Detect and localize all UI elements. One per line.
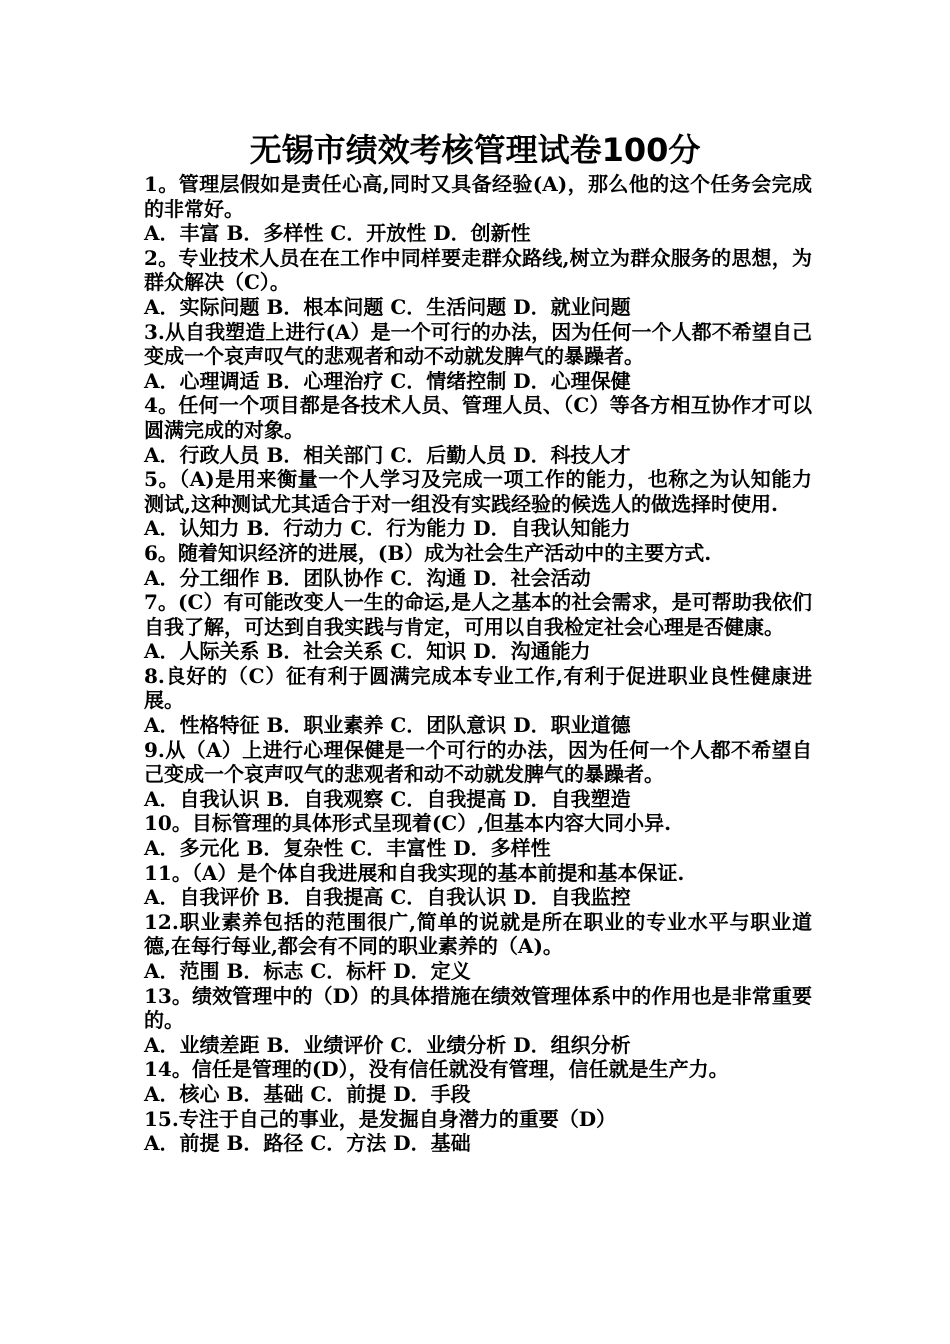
question-options: A．业绩差距 B．业绩评价 C．业绩分析 D．组织分析 bbox=[144, 1032, 631, 1057]
question-text: 6。随着知识经济的进展，(B）成为社会生产活动中的主要方式. bbox=[144, 540, 712, 565]
question-text: 15.专注于自己的事业，是发掘自身潜力的重要（D） bbox=[144, 1106, 617, 1131]
question-options: A．多元化 B．复杂性 C．丰富性 D．多样性 bbox=[144, 836, 551, 861]
question-options: A．人际关系 B．社会关系 C．知识 D．沟通能力 bbox=[144, 639, 591, 664]
question-text: 11。（A）是个体自我进展和自我实现的基本前提和基本保证. bbox=[144, 860, 685, 885]
question-text: 5。（A)是用来衡量一个人学习及完成一项工作的能力，也称之为认知能力测试,这种测试尤其适合于对一组没有实践经验的候选人的做选择时使用. bbox=[144, 467, 812, 516]
question-list bbox=[144, 172, 812, 1156]
question-options: A．自我认识 B．自我观察 C．自我提高 D．自我塑造 bbox=[144, 786, 631, 811]
question-options: A．性格特征 B．职业素养 C．团队意识 D．职业道德 bbox=[144, 713, 631, 738]
question-options: A．范围 B．标志 C．标杆 D．定义 bbox=[144, 959, 471, 983]
question-options: A．认知力 B．行动力 C．行为能力 D．自我认知能力 bbox=[144, 516, 631, 541]
question-text: 1。管理层假如是责任心高,同时又具备经验(A)，那么他的这个任务会完成的非常好。 bbox=[144, 172, 812, 221]
question-options: A．核心 B．基础 C．前提 D．手段 bbox=[144, 1081, 471, 1106]
question-text: 8.良好的（C）征有利于圆满完成本专业工作,有利于促进职业良性健康进展。 bbox=[144, 663, 812, 713]
question-text: 7。(C）有可能改变人一生的命运,是人之基本的社会需求，是可帮助我依们自我了解，可达到自我实践与肯定，可用以自我检定社会心理是否健康。 bbox=[144, 590, 812, 639]
question-text: 4。任何一个项目都是各技术人员、管理人员、（C）等各方相互协作才可以圆满完成的对象。 bbox=[144, 393, 812, 442]
question-options: A．实际问题 B．根本问题 C．生活问题 D．就业问题 bbox=[144, 294, 631, 319]
question-text: 13。绩效管理中的（D）的具体措施在绩效管理体系中的作用也是非常重要的。 bbox=[144, 983, 812, 1033]
question-options: A．自我评价 B．自我提高 C．自我认识 D．自我监控 bbox=[144, 885, 631, 910]
question-options: A．分工细作 B．团队协作 C．沟通 D．社会活动 bbox=[144, 565, 591, 590]
question-text: 9.从（A）上进行心理保健是一个可行的办法，因为任何一个人都不希望自己变成一个哀声叹气的悲观者和动不动就发脾气的暴躁者。 bbox=[144, 737, 812, 787]
question-options: A．前提 B．路径 C．方法 D．基础 bbox=[144, 1131, 471, 1156]
question-text: 2。专业技术人员在在工作中同样要走群众路线,树立为群众服务的思想，为群众解决（C）。 bbox=[144, 245, 812, 295]
question-options: A．心理调适 B．心理治疗 C．情绪控制 D．心理保健 bbox=[144, 368, 631, 393]
page-title: 无锡市绩效考核管理试卷100分 bbox=[249, 131, 701, 169]
question-text: 10。目标管理的具体形式呈现着(C）,但基本内容大同小异. bbox=[144, 811, 672, 836]
question-text: 3.从自我塑造上进行(A）是一个可行的办法，因为任何一个人都不希望自己变成一个哀声叹气的悲观者和动不动就发脾气的暴躁者。 bbox=[144, 319, 812, 369]
question-text: 14。信任是管理的(D），没有信任就没有管理，信任就是生产力。 bbox=[144, 1057, 729, 1082]
question-text: 12.职业素养包括的范围很广,简单的说就是所在职业的专业水平与职业道德,在每行每业,都会有不同的职业素养的（A)。 bbox=[144, 909, 812, 959]
question-options: A．丰富 B．多样性 C．开放性 D．创新性 bbox=[144, 221, 531, 246]
question-options: A．行政人员 B．相关部门 C．后勤人员 D．科技人才 bbox=[144, 442, 631, 467]
